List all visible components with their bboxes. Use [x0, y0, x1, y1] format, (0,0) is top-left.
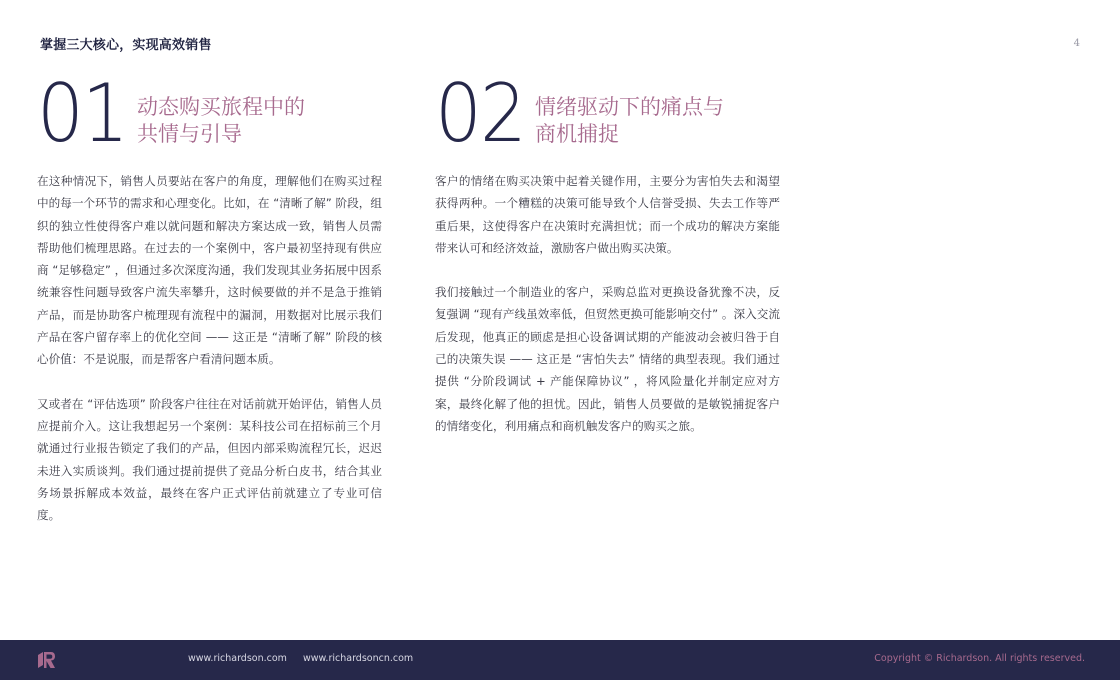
section-2 [435, 67, 780, 437]
section-title: 情绪驱动下的痛点与 商机捕捉 [535, 95, 724, 146]
section-body [37, 170, 382, 526]
section-number: 01 [37, 67, 127, 160]
section-1 [37, 67, 382, 526]
footer [0, 640, 1120, 680]
section-number: 02 [435, 67, 525, 160]
section-heading [435, 67, 780, 170]
paragraph: 客户的情绪在购买决策中起着关键作用，主要分为害怕失去和渴望获得两种。一个糟糕的决策可能导致个人信誉受损、失去工作等严重后果，这使得客户在决策时充满担忧；而一个成功的解决方案能带来认可和经济效益，激励客户做出购买决策。 [435, 174, 780, 255]
footer-link-richardsoncn[interactable]: www.richardsoncn.com [303, 653, 414, 664]
section-heading [37, 67, 382, 170]
paragraph: 在这种情况下，销售人员要站在客户的角度，理解他们在购买过程中的每一个环节的需求和心理变化。比如，在 “清晰了解” 阶段，组织的独立性使得客户难以就问题和解决方案达成一致，销售人员需帮助他们梳理思路。在过去的一个案例中，客户最初坚持现有供应商 “足够稳定” ，但通过多次深度沟通，我们发现其业务拓展中因系统兼容性问题导致客户流失率攀升，这时候要做的并不是急于推销产品，而是协助客户梳理现有流程中的漏洞，用数据对比展示我们产品在客户留存率上的优化空间 —— 这正是 “清晰了解” 阶段的核心价值：不是说服，而是帮客户看清问题本质。 [37, 174, 382, 367]
richardson-logo-icon [37, 651, 56, 669]
section-title: 动态购买旅程中的 共情与引导 [137, 95, 305, 146]
paragraph: 又或者在 “评估选项” 阶段客户往往在对话前就开始评估，销售人员应提前介入。这让我想起另一个案例：某科技公司在招标前三个月就通过行业报告锁定了我们的产品，但因内部采购流程冗长，迟迟未进入实质谈判。我们通过提前提供了竞品分析白皮书，结合其业务场景拆解成本效益，最终在客户正式评估前就建立了专业可信度。 [37, 396, 382, 523]
page-title: 掌握三大核心，实现高效销售 [40, 38, 212, 53]
section-body [435, 170, 780, 437]
paragraph: 我们接触过一个制造业的客户，采购总监对更换设备犹豫不决，反复强调 “现有产线虽效率低，但贸然更换可能影响交付” 。深入交流后发现，他真正的顾虑是担心设备调试期的产能波动会被归咎于自己的决策失误 —— 这正是 “害怕失去” 情绪的典型表现。我们通过提供 “分阶段调试 + 产能保障协议” ，将风险量化并制定应对方案，最终化解了他的担忧。因此，销售人员要做的是敏锐捕捉客户的情绪变化，利用痛点和商机触发客户的购买之旅。 [435, 285, 780, 433]
footer-link-richardson[interactable]: www.richardson.com [188, 653, 287, 664]
copyright-text: Copyright © Richardson. All rights reserved. [874, 653, 1085, 664]
page-number: 4 [1073, 38, 1080, 49]
